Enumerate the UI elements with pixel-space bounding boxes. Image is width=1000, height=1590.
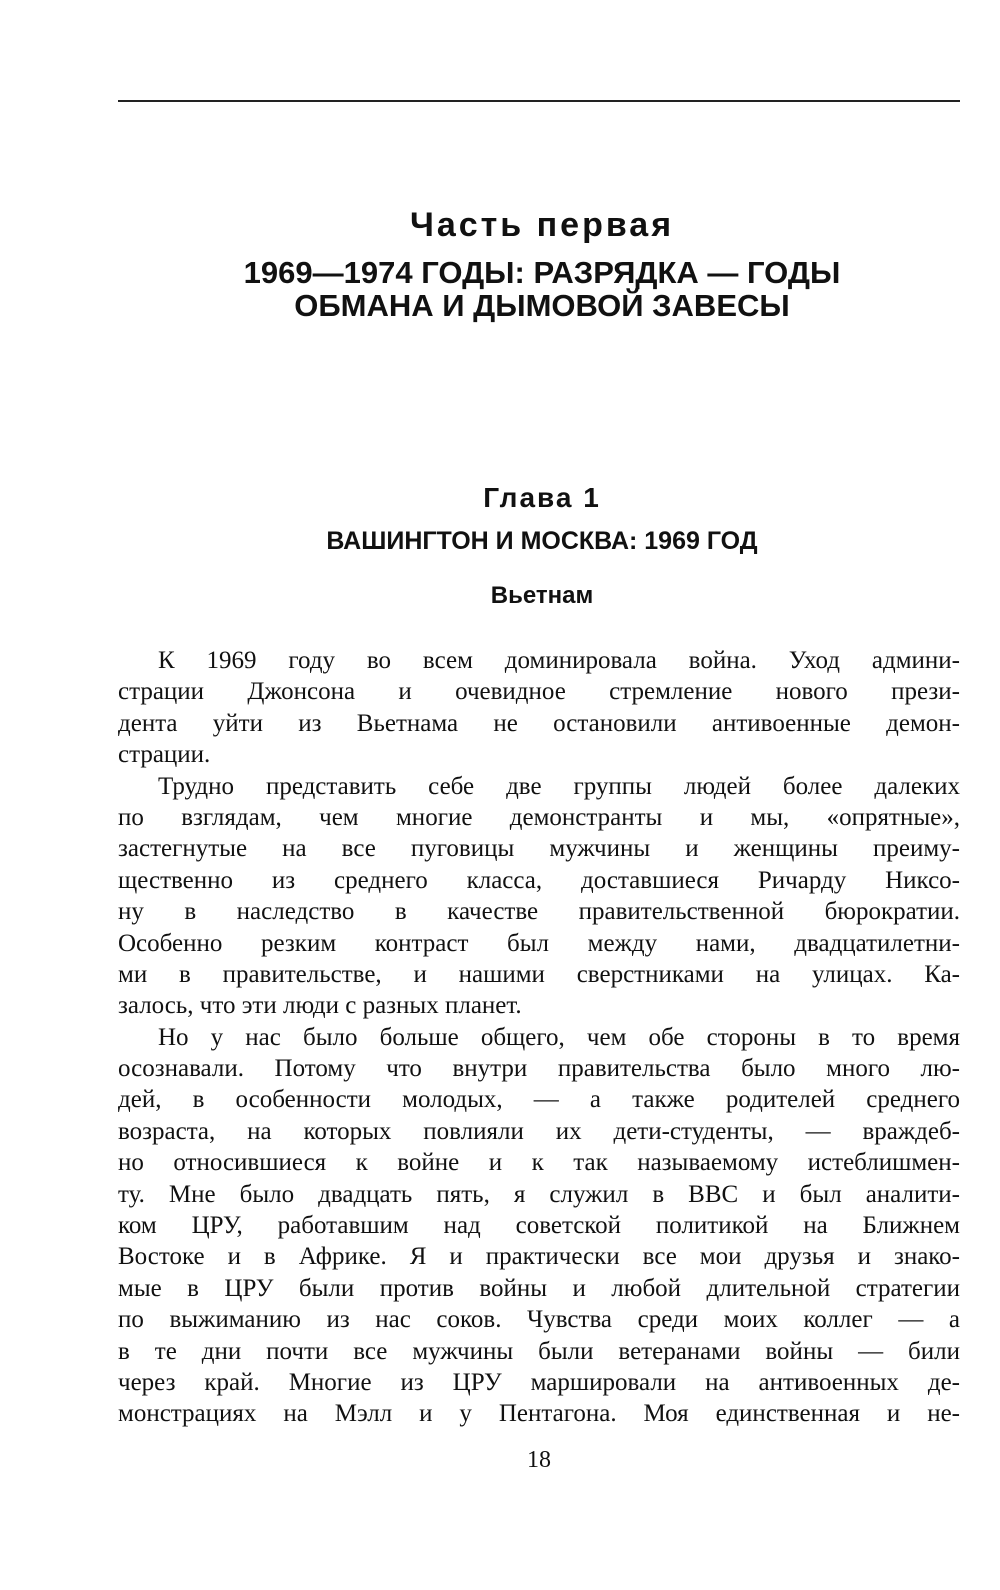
text-line: ком ЦРУ, работавшим над советской политикой на Ближнем [118, 1212, 960, 1240]
text-line: ну в наследство в качестве правительственной бюрократии. [118, 898, 960, 926]
text-line: Востоке и в Африке. Я и практически все мои друзья и знако- [118, 1243, 960, 1271]
text-line: дей, в особенности молодых, — а также родителей среднего [118, 1086, 960, 1114]
text-line: Но у нас было больше общего, чем обе стороны в то время [158, 1023, 960, 1051]
text-line: Особенно резким контраст был между нами, двадцатилетни- [118, 929, 960, 957]
section-title: Вьетнам [490, 582, 594, 609]
part-title-line-2: ОБМАНА И ДЫМОВОЙ ЗАВЕСЫ [294, 288, 790, 323]
page-number: 18 [527, 1447, 551, 1473]
text-line: возраста, на которых повлияли их дети-студенты, — враждеб- [118, 1117, 960, 1145]
text-line: монстрациях на Мэлл и у Пентагона. Моя единственная и не- [118, 1400, 960, 1428]
text-line: ту. Мне было двадцать пять, я служил в ВВС и был аналити- [118, 1180, 960, 1208]
text-line: мые в ЦРУ были против войны и любой длительной стратегии [118, 1274, 960, 1302]
text-line: по взглядам, чем многие демонстранты и мы, «опрятные», [118, 803, 960, 831]
part-title [150, 256, 934, 322]
text-line: К 1969 году во всем доминировала война. Уход админи- [158, 647, 960, 674]
text-line: по выжиманию из нас соков. Чувства среди моих коллег — а [118, 1306, 960, 1334]
chapter-label: Глава 1 [483, 482, 601, 513]
part-label: Часть первая [409, 206, 675, 244]
body-text [118, 645, 960, 1430]
text-line: ми в правительстве, и нашими сверстниками на улицах. Ка- [118, 960, 960, 988]
text-line: застегнутые на все пуговицы мужчины и женщины преиму- [118, 835, 960, 863]
text-line: через край. Многие из ЦРУ маршировали на антивоенных де- [118, 1368, 960, 1396]
text-line: щественно из среднего класса, доставшиеся Ричарду Никсо- [118, 866, 960, 894]
chapter-title: ВАШИНГТОН И МОСКВА: 1969 ГОД [326, 527, 758, 555]
text-line: страции. [118, 741, 211, 769]
text-line: в те дни почти все мужчины были ветеранами войны — били [118, 1337, 960, 1365]
text-line: но относившиеся к войне и к так называемому истеблишмен- [118, 1149, 960, 1177]
part-title-line-1: 1969—1974 ГОДЫ: РАЗРЯДКА — ГОДЫ [243, 255, 841, 290]
text-line: дента уйти из Вьетнама не остановили антивоенные демон- [118, 709, 960, 737]
text-line: страции Джонсона и очевидное стремление нового прези- [118, 678, 960, 706]
text-line: залось, что эти люди с разных планет. [118, 992, 522, 1020]
top-rule [118, 100, 960, 102]
text-line: осознавали. Потому что внутри правительства было много лю- [118, 1055, 960, 1083]
text-line: Трудно представить себе две группы людей более далеких [158, 772, 960, 800]
